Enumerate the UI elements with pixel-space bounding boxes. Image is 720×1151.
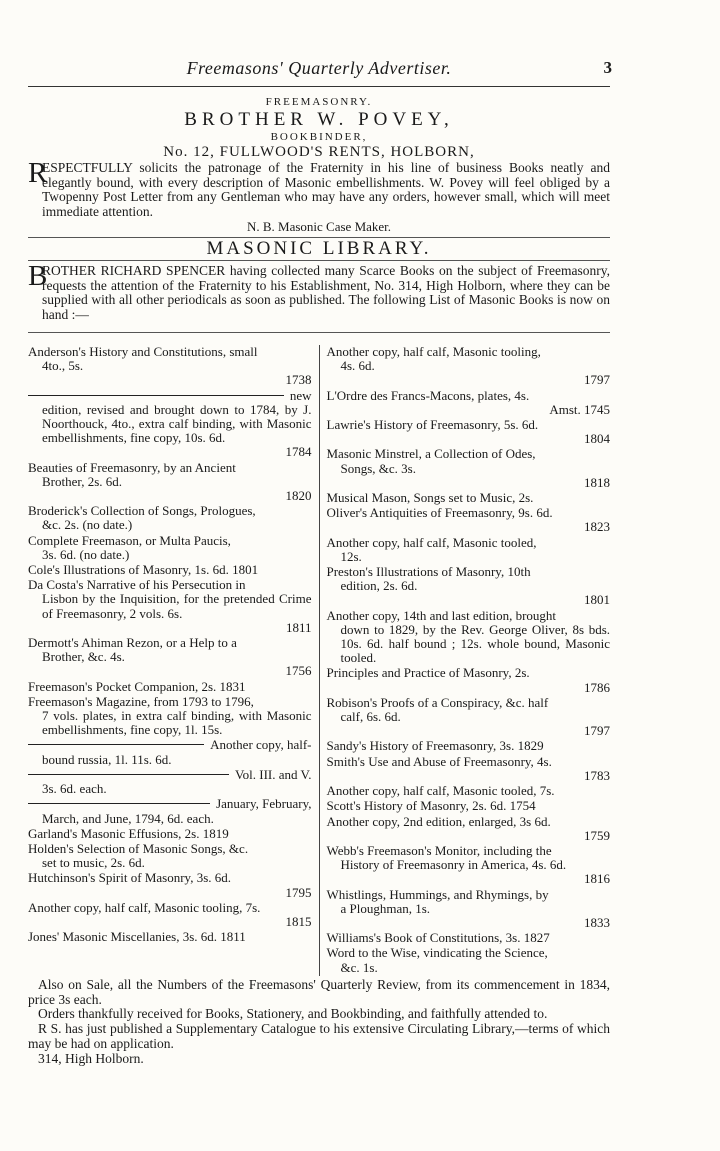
book-entry-detail: 7 vols. plates, in extra calf binding, with Masonic embellishments, fine copy, 1l. 15s.	[42, 708, 312, 738]
book-entry-detail: set to music, 2s. 6d.	[42, 855, 145, 871]
povey-name: BROTHER W. POVEY,	[184, 109, 454, 130]
povey-body-block	[28, 157, 610, 219]
book-entry-title: Cole's Illustrations of Masonry, 1s. 6d. 1801	[28, 562, 259, 578]
book-entry-year: 1816	[584, 871, 610, 887]
povey-advertisement	[28, 95, 610, 234]
book-entry-detail: Songs, &c. 3s.	[340, 460, 416, 476]
book-list-left-column	[28, 345, 320, 976]
running-header	[28, 40, 612, 78]
book-entry-title: Another copy, half calf, Masonic tooled,	[326, 534, 537, 550]
book-entry	[327, 506, 611, 534]
book-entry	[327, 799, 611, 813]
book-entry	[327, 609, 611, 666]
page	[28, 40, 610, 1067]
book-entry	[28, 797, 312, 825]
povey-trade: BOOKBINDER,	[270, 131, 368, 143]
book-entry-year: 1820	[285, 488, 312, 504]
book-entry-title: Garland's Masonic Effusions, 2s. 1819	[28, 825, 229, 841]
book-entry	[327, 739, 611, 753]
book-entry-title: Another copy, half-	[28, 738, 312, 752]
book-entry-title: Freemason's Magazine, from 1793 to 1796,	[28, 693, 254, 709]
book-entry-detail: History of Freemasonry in America, 4s. 6d.	[340, 857, 567, 873]
book-entry	[28, 738, 312, 766]
book-entry-title: L'Ordre des Francs-Macons, plates, 4s.	[326, 387, 530, 403]
book-entry	[327, 666, 611, 694]
library-body-block	[28, 260, 610, 322]
book-entry-detail: a Ploughman, 1s.	[340, 900, 431, 916]
book-entry-title: Holden's Selection of Masonic Songs, &c.	[28, 840, 249, 856]
book-entry	[28, 930, 312, 944]
book-entry-title: January, February,	[28, 797, 312, 811]
library-dropcap: B	[28, 260, 48, 292]
book-entry-detail: 3s. 6d. each.	[42, 781, 107, 797]
book-entry-detail: Brother, 2s. 6d.	[42, 473, 122, 489]
book-entry-detail: Brother, &c. 4s.	[42, 649, 125, 665]
book-entry	[327, 815, 611, 843]
book-entry-detail: edition, revised and brought down to 1784, by J. Noorthouck, 4to., extra calf binding, with Masonic embellishments, fine copy, 10s. 6d.	[42, 401, 312, 446]
closing-notice: R S. has just published a Supplementary Catalogue to his extensive Circulating Library,—terms of which may be had on application.	[28, 1021, 610, 1051]
page-number: 3	[603, 58, 612, 77]
book-entry-year: 1823	[584, 519, 610, 535]
book-entry-title: Another copy, 14th and last edition, brought	[326, 607, 557, 623]
book-entry	[28, 389, 312, 460]
book-entry-title: Oliver's Antiquities of Freemasonry, 9s. 6d.	[326, 505, 553, 521]
book-entry-year: 1783	[584, 767, 610, 783]
library-title-rule	[28, 260, 610, 261]
book-entry-title: Another copy, 2nd edition, enlarged, 3s 6d.	[326, 813, 551, 829]
book-entry-title: Word to the Wise, vindicating the Science,	[326, 945, 548, 961]
book-entry-title: Another copy, half calf, Masonic tooling, 7s.	[28, 899, 261, 915]
book-entry-title: Webb's Freemason's Monitor, including the	[326, 842, 552, 858]
book-entry-detail: 4s. 6d.	[340, 358, 375, 374]
book-entry	[28, 461, 312, 504]
book-entry-title: Jones' Masonic Miscellanies, 3s. 6d. 1811	[28, 929, 246, 945]
book-entry-title: Hutchinson's Spirit of Masonry, 3s. 6d.	[28, 870, 231, 886]
book-entry	[28, 768, 312, 796]
book-entry	[28, 871, 312, 899]
book-entry-year: 1833	[584, 914, 610, 930]
book-entry-title: Smith's Use and Abuse of Freemasonry, 4s.	[326, 753, 552, 769]
book-entry	[28, 636, 312, 679]
library-body: ROTHER RICHARD SPENCER having collected many Scarce Books on the subject of Freemasonry, requests the attention of the Fraternity to his Establishment, No. 314, High Holborn, where they can be supplied with all other periodicals as soon as published. The following List of Masonic Books is now on hand :—	[42, 263, 610, 322]
book-entry	[28, 695, 312, 738]
book-entry-detail: Lisbon by the Inquisition, for the pretended Crime of Freemasonry, 2 vols. 6s.	[42, 591, 312, 621]
book-entry	[327, 696, 611, 739]
book-entry	[327, 447, 611, 490]
book-entry-year: 1804	[584, 431, 610, 447]
book-entry-title: Masonic Minstrel, a Collection of Odes,	[326, 446, 536, 462]
book-entry	[327, 389, 611, 417]
book-entry-year: 1797	[584, 723, 610, 739]
book-entry-detail: 12s.	[340, 548, 362, 564]
povey-kicker: FREEMASONRY.	[265, 96, 373, 108]
book-entry-title: Another copy, half calf, Masonic tooling,	[326, 344, 541, 359]
book-entry-year: 1801	[584, 592, 610, 608]
book-entry	[28, 827, 312, 841]
ditto-rule	[28, 774, 229, 775]
book-entry-title: Da Costa's Narrative of his Persecution in	[28, 577, 246, 593]
book-list-right-column	[320, 345, 611, 976]
book-entry-year: 1738	[285, 372, 312, 388]
book-entry-detail: &c. 1s.	[340, 959, 378, 975]
closing-notices	[28, 978, 610, 1067]
book-entry	[327, 844, 611, 887]
book-entry	[28, 534, 312, 562]
povey-body: ESPECTFULLY solicits the patronage of the Fraternity in his line of business Books neatly and elegantly bound, with every description of Masonic embellishments. W. Povey will feel obliged by a Twopenny Post Letter from any Gentleman who may have any orders, however small, which will meet immediate attention.	[42, 160, 610, 219]
book-entry	[28, 578, 312, 635]
book-entry-detail: 3s. 6d. (no date.)	[42, 546, 130, 562]
book-entry	[327, 536, 611, 564]
book-entry-title: Sandy's History of Freemasonry, 3s. 1829	[326, 738, 544, 754]
ditto-rule	[28, 395, 284, 396]
library-title: MASONIC LIBRARY.	[206, 238, 432, 259]
list-rule	[28, 332, 610, 333]
book-entry-title: Principles and Practice of Masonry, 2s.	[326, 665, 530, 681]
book-entry-detail: March, and June, 1794, 6d. each.	[42, 810, 214, 826]
book-entry-detail: bound russia, 1l. 11s. 6d.	[42, 751, 172, 767]
book-entry	[327, 755, 611, 783]
book-entry-year: 1795	[285, 884, 312, 900]
book-entry	[327, 491, 611, 505]
book-entry-year: 1756	[285, 663, 312, 679]
book-entry-title: Dermott's Ahiman Rezon, or a Help to a	[28, 635, 237, 651]
book-entry-title: Lawrie's History of Freemasonry, 5s. 6d.	[326, 417, 539, 433]
header-rule	[28, 86, 610, 87]
book-entry-title: Beauties of Freemasonry, by an Ancient	[28, 459, 236, 475]
book-entry-year: 1784	[285, 444, 312, 460]
book-entry-year: 1818	[584, 474, 610, 490]
book-list	[28, 345, 610, 976]
closing-notice: 314, High Holborn.	[38, 1050, 144, 1066]
book-entry	[28, 504, 312, 532]
book-entry-year: 1811	[285, 619, 312, 635]
book-entry-detail: &c. 2s. (no date.)	[42, 517, 133, 533]
book-entry	[28, 680, 312, 694]
book-entry	[28, 842, 312, 870]
book-entry-title: new	[28, 389, 312, 403]
book-entry-title: Complete Freemason, or Multa Paucis,	[28, 532, 231, 548]
closing-notice: Orders thankfully received for Books, Stationery, and Bookbinding, and faithfully attended to.	[38, 1006, 548, 1022]
book-entry-title: Freemason's Pocket Companion, 2s. 1831	[28, 678, 246, 694]
book-entry	[28, 345, 312, 388]
book-entry-title: Williams's Book of Constitutions, 3s. 1827	[326, 930, 550, 946]
book-entry-detail: down to 1829, by the Rev. George Oliver, 8s bds. 10s. 6d. half bound ; 12s. whole bound, Masonic tooled.	[340, 621, 610, 666]
book-entry-year: 1759	[584, 827, 610, 843]
book-entry-title: Preston's Illustrations of Masonry, 10th	[326, 564, 531, 580]
book-entry	[327, 418, 611, 446]
book-entry-title: Vol. III. and V.	[28, 768, 312, 782]
book-entry-title: Robison's Proofs of a Conspiracy, &c. half	[326, 694, 549, 710]
book-entry-title: Musical Mason, Songs set to Music, 2s.	[326, 490, 534, 506]
book-entry	[327, 888, 611, 931]
book-entry-title: Another copy, half calf, Masonic tooled, 7s.	[326, 783, 555, 799]
book-entry	[327, 784, 611, 798]
book-entry	[28, 901, 312, 929]
book-entry-year: Amst. 1745	[549, 401, 610, 417]
ditto-rule	[28, 744, 204, 745]
running-title: Freemasons' Quarterly Advertiser.	[186, 58, 452, 78]
book-entry-year: 1786	[584, 679, 610, 695]
povey-dropcap: R	[28, 157, 48, 189]
book-entry-title: Whistlings, Hummings, and Rhymings, by	[326, 886, 549, 902]
book-entry-year: 1797	[584, 372, 610, 388]
book-entry	[327, 931, 611, 945]
povey-address: No. 12, FULLWOOD'S RENTS, HOLBORN,	[163, 144, 475, 160]
book-entry-detail: edition, 2s. 6d.	[340, 578, 418, 594]
book-entry-detail: calf, 6s. 6d.	[340, 709, 401, 725]
ditto-rule	[28, 803, 210, 804]
library-advertisement	[28, 238, 610, 322]
book-entry	[327, 345, 611, 388]
book-entry	[327, 946, 611, 974]
closing-notice: Also on Sale, all the Numbers of the Freemasons' Quarterly Review, from its commencement in 1834, price 3s each.	[28, 976, 610, 1007]
book-entry-detail: 4to., 5s.	[42, 358, 84, 374]
book-entry-year: 1815	[285, 913, 312, 929]
book-entry-title: Scott's History of Masonry, 2s. 6d. 1754	[326, 798, 536, 814]
book-entry	[28, 563, 312, 577]
book-entry	[327, 565, 611, 608]
book-entry-title: Broderick's Collection of Songs, Prologues,	[28, 503, 256, 519]
povey-nb: N. B. Masonic Case Maker.	[246, 219, 392, 234]
book-entry-title: Anderson's History and Constitutions, small	[28, 344, 258, 359]
